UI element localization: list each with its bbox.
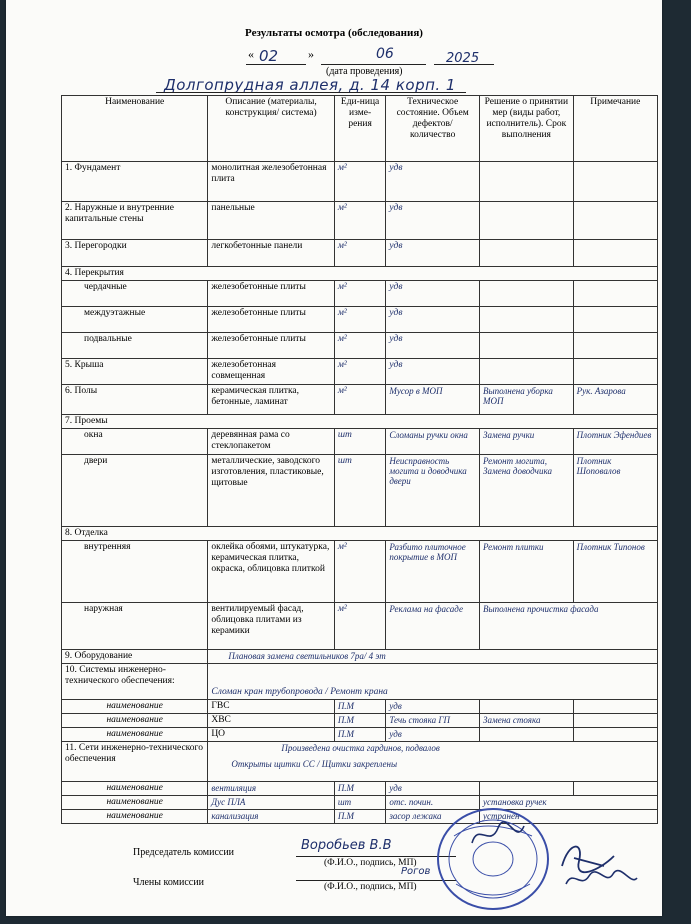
- row-desc: канализация: [208, 810, 334, 824]
- table-row: [62, 728, 658, 742]
- table-row: [62, 202, 658, 240]
- row-unit: П.М: [334, 714, 386, 728]
- row-unit: м²: [334, 385, 386, 415]
- row-decision: [480, 202, 574, 240]
- row-name: 9. Оборудование: [62, 650, 208, 664]
- row-desc: ХВС: [208, 714, 334, 728]
- row-note: [573, 700, 657, 714]
- row-note: Рук. Азарова: [573, 385, 657, 415]
- row-decision: [480, 240, 574, 267]
- row-decision: Ремонт плитки: [480, 541, 574, 603]
- row-unit: м²: [334, 162, 386, 202]
- chair-name: Воробьев В.В: [301, 838, 392, 853]
- row-desc: оклейка обоями, штукатурка, керамическая плитка, окраска, облицовка плиткой: [208, 541, 334, 603]
- row-desc: вентилируемый фасад, облицовка плитами из керамики: [208, 603, 334, 650]
- row-unit: м²: [334, 240, 386, 267]
- row-unit: П.М: [334, 728, 386, 742]
- row-decision: [480, 307, 574, 333]
- row-note: [573, 333, 657, 359]
- table-row: [62, 700, 658, 714]
- row-desc: ГВС: [208, 700, 334, 714]
- header-description: Описание (материалы, конструкция/ система): [208, 96, 334, 162]
- row-decision: Замена стояка: [480, 714, 574, 728]
- row-unit: м²: [334, 333, 386, 359]
- networks-note-1: Произведена очистка гардинов, подвалов: [281, 743, 440, 753]
- row-state: удв: [386, 700, 480, 714]
- section-name: 4. Перекрытия: [62, 267, 658, 281]
- row-state: Течь стояка ГП: [386, 714, 480, 728]
- row-name: 5. Крыша: [62, 359, 208, 385]
- row-note: [573, 728, 657, 742]
- row-name: 10. Системы инженерно-технического обеспечения:: [62, 664, 208, 700]
- row-decision: [480, 782, 574, 796]
- row-desc: легкобетонные панели: [208, 240, 334, 267]
- chair-caption: (Ф.И.О., подпись, МП): [324, 858, 417, 868]
- row-name: 3. Перегородки: [62, 240, 208, 267]
- row-state: удв: [386, 162, 480, 202]
- row-note: Плотник Шоповалов: [573, 455, 657, 527]
- table-row: [62, 429, 658, 455]
- row-state: удв: [386, 782, 480, 796]
- row-desc: металлические, заводского изготовления, пластиковые, щитовые: [208, 455, 334, 527]
- table-header-row: [62, 96, 658, 162]
- table-row: [62, 385, 658, 415]
- row-label: наименование: [62, 700, 208, 714]
- header-name: Наименование: [62, 96, 208, 162]
- row-desc: железобетонная совмещенная: [208, 359, 334, 385]
- row-unit: шт: [334, 455, 386, 527]
- date-month-line: [321, 64, 426, 65]
- row-desc: монолитная железобетонная плита: [208, 162, 334, 202]
- table-row: [62, 810, 658, 824]
- row-state: Реклама на фасаде: [386, 603, 480, 650]
- row-note: Плотник Типонов: [573, 541, 657, 603]
- inspection-table: [61, 95, 658, 824]
- row-desc: вентиляция: [208, 782, 334, 796]
- date-year: 2025: [446, 51, 480, 66]
- row-state: отс. почин.: [386, 796, 480, 810]
- table-row: [62, 307, 658, 333]
- row-unit: м²: [334, 281, 386, 307]
- row-decision: [480, 281, 574, 307]
- row-decision: Выполнена уборка МОП: [480, 385, 574, 415]
- row-note: [573, 202, 657, 240]
- row-state: удв: [386, 333, 480, 359]
- row-state: удв: [386, 359, 480, 385]
- row-state: Разбито плиточное покрытие в МОП: [386, 541, 480, 603]
- row-decision: [480, 162, 574, 202]
- row-handwritten: Сломан кран трубопровода / Ремонт крана: [208, 664, 658, 700]
- row-unit: м²: [334, 359, 386, 385]
- row-name: внутренняя: [62, 541, 208, 603]
- row-note: [573, 281, 657, 307]
- table-row: [62, 541, 658, 603]
- table-row: [62, 664, 658, 700]
- row-name: наружная: [62, 603, 208, 650]
- row-unit: П.М: [334, 810, 386, 824]
- section-name: 8. Отделка: [62, 527, 658, 541]
- row-note: [573, 359, 657, 385]
- table-row: [62, 281, 658, 307]
- members-name: Рогов: [401, 866, 431, 877]
- date-month: 06: [376, 46, 394, 62]
- row-name: подвальные: [62, 333, 208, 359]
- row-decision: [480, 359, 574, 385]
- row-label: наименование: [62, 810, 208, 824]
- members-label: Члены комиссии: [133, 877, 204, 888]
- table-row: [62, 742, 658, 782]
- document-title: Результаты осмотра (обследования): [245, 27, 423, 39]
- row-state: засор лежака: [386, 810, 480, 824]
- row-desc: железобетонные плиты: [208, 281, 334, 307]
- table-row: [62, 603, 658, 650]
- table-row: [62, 455, 658, 527]
- row-desc: панельные: [208, 202, 334, 240]
- row-decision: [480, 700, 574, 714]
- table-row: [62, 650, 658, 664]
- date-close-quote: »: [308, 47, 314, 61]
- member-signature-2-icon: [468, 818, 528, 854]
- header-unit: Еди-ница изме-рения: [334, 96, 386, 162]
- row-desc: деревянная рама со стеклопакетом: [208, 429, 334, 455]
- chair-signature-line: [296, 856, 456, 857]
- row-note: [573, 162, 657, 202]
- row-note: [573, 714, 657, 728]
- chair-label: Председатель комиссии: [133, 847, 235, 858]
- row-unit: м²: [334, 202, 386, 240]
- date-day-line: [246, 64, 306, 65]
- header-decision: Решение о принятии мер (виды работ, исполнитель). Срок выполнения: [480, 96, 574, 162]
- row-state: Сломаны ручки окна: [386, 429, 480, 455]
- row-unit: м²: [334, 307, 386, 333]
- members-caption: (Ф.И.О., подпись, МП): [324, 882, 417, 892]
- address-line: [156, 92, 466, 93]
- row-unit: П.М: [334, 782, 386, 796]
- row-state: удв: [386, 281, 480, 307]
- row-unit: шт: [334, 429, 386, 455]
- row-desc: железобетонные плиты: [208, 333, 334, 359]
- row-name: междуэтажные: [62, 307, 208, 333]
- row-name: 2. Наружные и внутренние капитальные стены: [62, 202, 208, 240]
- row-state: удв: [386, 728, 480, 742]
- table-row: [62, 796, 658, 810]
- row-label: наименование: [62, 782, 208, 796]
- row-name: 1. Фундамент: [62, 162, 208, 202]
- address: Долгопрудная аллея, д. 14 корп. 1: [164, 76, 456, 94]
- section-row: [62, 415, 658, 429]
- row-decision: устранен: [480, 810, 658, 824]
- row-decision: установка ручек: [480, 796, 658, 810]
- row-state: удв: [386, 202, 480, 240]
- row-label: наименование: [62, 714, 208, 728]
- row-note: [573, 782, 657, 796]
- row-handwritten: Плановая замена светильников 7ра/ 4 эт: [208, 650, 658, 664]
- row-unit: м²: [334, 541, 386, 603]
- row-label: наименование: [62, 728, 208, 742]
- row-handwritten: [208, 742, 658, 782]
- header-state: Техническое состояние. Объем дефектов/ количество: [386, 96, 480, 162]
- row-unit: шт: [334, 796, 386, 810]
- row-desc: керамическая плитка, бетонные, ламинат: [208, 385, 334, 415]
- row-label: наименование: [62, 796, 208, 810]
- table-row: [62, 359, 658, 385]
- date-caption: (дата проведения): [326, 66, 403, 77]
- row-note: [573, 307, 657, 333]
- table-row: [62, 333, 658, 359]
- row-name: 11. Сети инженерно-технического обеспечения: [62, 742, 208, 782]
- section-name: 7. Проемы: [62, 415, 658, 429]
- row-state: Мусор в МОП: [386, 385, 480, 415]
- row-decision: Ремонт могита, Замена доводчика: [480, 455, 574, 527]
- table-row: [62, 714, 658, 728]
- table-row: [62, 240, 658, 267]
- row-decision: Замена ручки: [480, 429, 574, 455]
- row-name: двери: [62, 455, 208, 527]
- row-note: [573, 240, 657, 267]
- section-row: [62, 267, 658, 281]
- row-state: Неисправность могита и доводчика двери: [386, 455, 480, 527]
- table-row: [62, 162, 658, 202]
- row-name: 6. Полы: [62, 385, 208, 415]
- row-desc: Дус ПЛА: [208, 796, 334, 810]
- row-unit: П.М: [334, 700, 386, 714]
- row-unit: м²: [334, 603, 386, 650]
- date-open-quote: «: [248, 47, 254, 61]
- networks-note-2: Открыты щитки СС / Щитки закреплены: [231, 759, 398, 769]
- header-note: Примечание: [573, 96, 657, 162]
- section-row: [62, 527, 658, 541]
- row-state: удв: [386, 240, 480, 267]
- row-name: окна: [62, 429, 208, 455]
- date-day: 02: [259, 47, 279, 65]
- row-note: Плотник Эфендиев: [573, 429, 657, 455]
- row-decision: Выполнена прочистка фасада: [480, 603, 658, 650]
- row-decision: [480, 333, 574, 359]
- row-desc: ЦО: [208, 728, 334, 742]
- row-decision: [480, 728, 574, 742]
- row-desc: железобетонные плиты: [208, 307, 334, 333]
- date-year-line: [434, 64, 494, 65]
- row-state: удв: [386, 307, 480, 333]
- row-name: чердачные: [62, 281, 208, 307]
- member-signature-icon: [561, 864, 641, 894]
- table-row: [62, 782, 658, 796]
- document-page: [6, 0, 662, 916]
- members-signature-line: [296, 880, 456, 881]
